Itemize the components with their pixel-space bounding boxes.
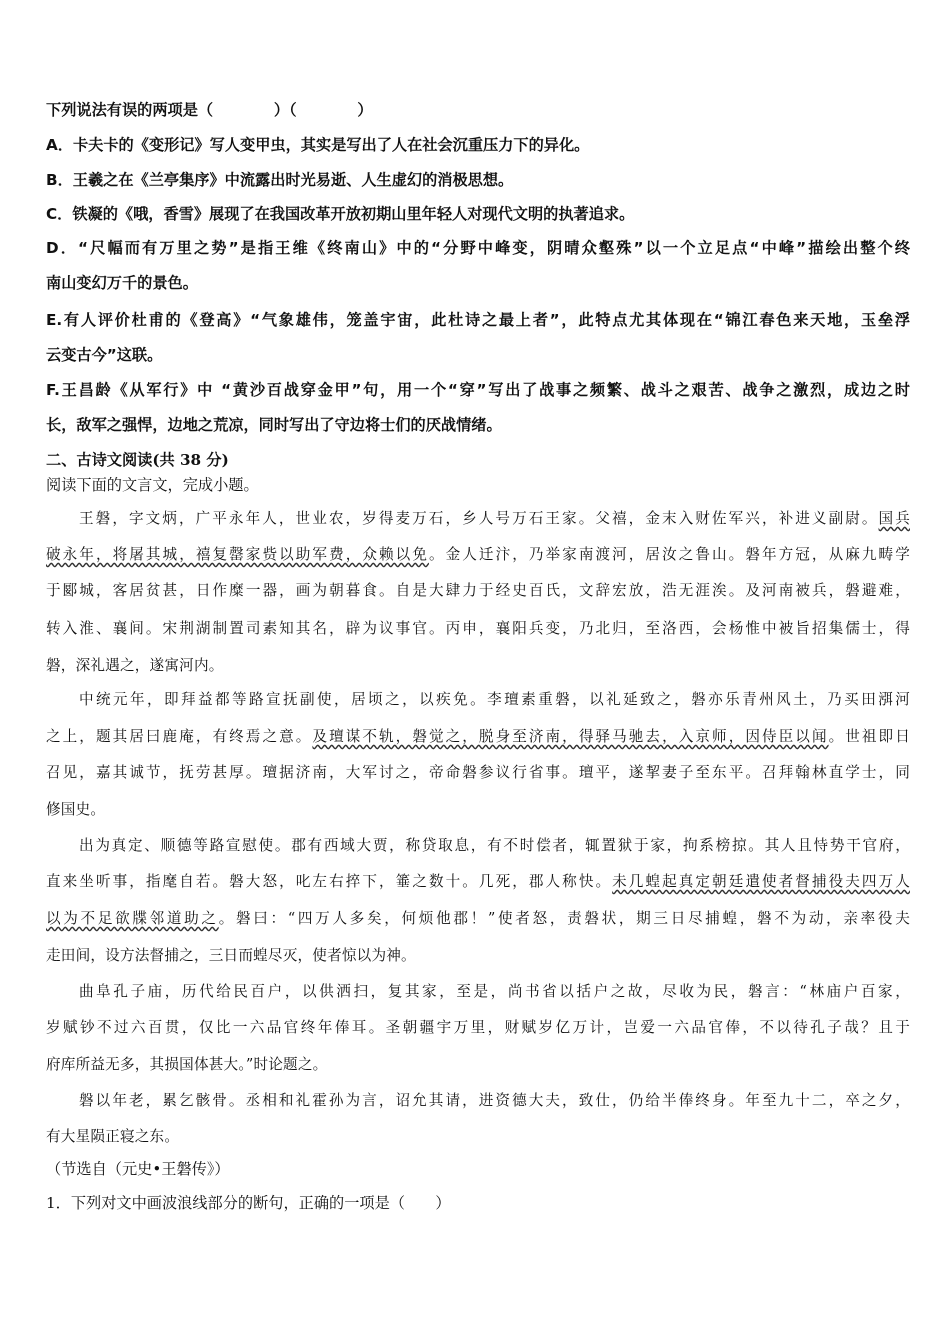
option-e-line2: 云变古今”这联。 [46,346,163,364]
question-prompt: 下列说法有误的两项是（ ）（ ） [46,101,373,119]
passage-p1-line1: 王磐，字文炳，广平永年人，世业农，岁得麦万石，乡人号万石王家。父禧，金末入财佐军兴，补进义副尉。国兵 [79,510,910,527]
option-c: C．铁凝的《哦，香雪》展现了在我国改革开放初期山里年轻人对现代文明的执著追求。 [46,205,635,223]
passage-p3-line1: 出为真定、顺德等路宣慰使。郡有西域大贾，称贷取息，有不时偿者，辄置狱于家，拘系榜掠。其人且恃势干官府， [79,837,910,854]
passage-p2-line1: 中统元年，即拜益都等路宣抚副使，居顷之，以疾免。李璮素重磐，以礼延致之，磐亦乐青州风土，乃买田渳河 [79,691,910,708]
wavy-segment-3a: 未几蝗起真定朝廷遣使者督捕役夫四万人 [612,873,910,890]
passage-p1-line5: 磐，深礼遇之，遂寓河内。 [46,657,224,674]
option-d-line1: D．“尺幅而有万里之势”是指王维《终南山》中的“分野中峰变，阴晴众壑殊”以一个立足点“中峰”描绘出整个终 [46,239,910,257]
passage-p1-line3: 于郾城，客居贫甚，日作糜一器，画为朝暮食。自是大肆力于经史百氏，文辞宏放，浩无涯涘。及河南被兵，磐避难， [46,582,910,599]
passage-p2-line3: 召见，嘉其诚节，抚劳甚厚。璮据济南，大军讨之，帝命磐参议行省事。璮平，遂挈妻子至东平。召拜翰林直学士，同 [46,764,910,781]
section-heading: 二、古诗文阅读(共 38 分) [46,451,229,469]
passage-p4-line3: 府库所益无多，其损国体甚大。”时论题之。 [46,1056,328,1073]
option-d-line2: 南山变幻万千的景色。 [46,274,198,292]
passage-p3-line2: 直来坐听事，指麾自若。磐大怒，叱左右捽下，箠之数十。几死，郡人称快。未几蝗起真定朝廷遣使者督捕役夫四万人 [46,873,910,890]
option-a: A．卡夫卡的《变形记》写人变甲虫，其实是写出了人在社会沉重压力下的异化。 [46,136,590,154]
wavy-segment-2: 及璮谋不轨，磐觉之，脱身至济南，得驿马驰去，入京师，因侍臣以闻 [312,728,829,745]
passage-p5-line1: 磐以年老，累乞骸骨。丞相和礼霍孙为言，诏允其请，进资德大夫，致仕，仍给半俸终身。年至九十二，卒之夕， [79,1092,910,1109]
passage-p1-line2: 破永年，将屠其城，禧复罄家赀以助军费，众赖以免。金人迁汴，乃举家南渡河，居汝之鲁山。磐年方冠，从麻九畴学 [46,546,910,563]
passage-source: （节选自（元史•王磐传》） [46,1160,230,1178]
option-f-line1: F.王昌龄《从军行》中 “黄沙百战穿金甲”句，用一个“穿”写出了战事之频繁、战斗之艰苦、战争之激烈，成边之时 [46,381,910,399]
question-1: 1．下列对文中画波浪线部分的断句，正确的一项是（ ） [46,1194,451,1212]
wavy-segment-1b: 破永年，将屠其城，禧复罄家赀以助军费，众赖以免 [46,546,429,563]
passage-p4-line2: 岁赋钞不过六百贯，仅比一六品官终年俸耳。圣朝疆宇万里，财赋岁亿万计，岂爱一六品官俸，不以待孔子哉？且于 [46,1019,910,1036]
passage-p3-line4: 走田间，设方法督捕之，三日而蝗尽灭，使者惊以为神。 [46,947,416,964]
option-f-line2: 长，敌军之强悍，边地之荒凉，同时写出了守边将士们的厌战情绪。 [46,416,502,434]
passage-p4-line1: 曲阜孔子庙，历代给民百户，以供洒扫，复其家，至是，尚书省以括户之故，尽收为民，磐言：“林庙户百家， [79,983,910,1000]
section-instruction: 阅读下面的文言文，完成小题。 [46,476,259,494]
wavy-segment-3b: 以为不足欲牒邻道助之 [46,910,219,927]
passage-p2-line4: 修国史。 [46,801,106,818]
passage-p2-line2: 之上，题其居曰鹿庵，有终焉之意。及璮谋不轨，磐觉之，脱身至济南，得驿马驰去，入京师，因侍臣以闻。世祖即日 [46,728,911,745]
option-e-line1: E.有人评价杜甫的《登高》“气象雄伟，笼盖宇宙，此杜诗之最上者”，此特点尤其体现在“锦江春色来天地，玉垒浮 [46,311,910,329]
passage-p1-line4: 转入淮、襄间。宋荆湖制置司素知其名，辟为议事官。丙申，襄阳兵变，乃北归，至洛西，会杨惟中被旨招集儒士，得 [46,620,910,637]
passage-p3-line3: 以为不足欲牒邻道助之。磐曰：“四万人多矣，何烦他郡！”使者怒，责磐状，期三日尽捕蝗，磐不为动，亲率役夫 [46,910,910,927]
option-b: B．王羲之在《兰亭集序》中流露出时光易逝、人生虚幻的消极思想。 [46,171,514,189]
passage-p5-line2: 有大星陨正寝之东。 [46,1128,180,1145]
wavy-segment-1a: 国兵 [878,510,910,527]
